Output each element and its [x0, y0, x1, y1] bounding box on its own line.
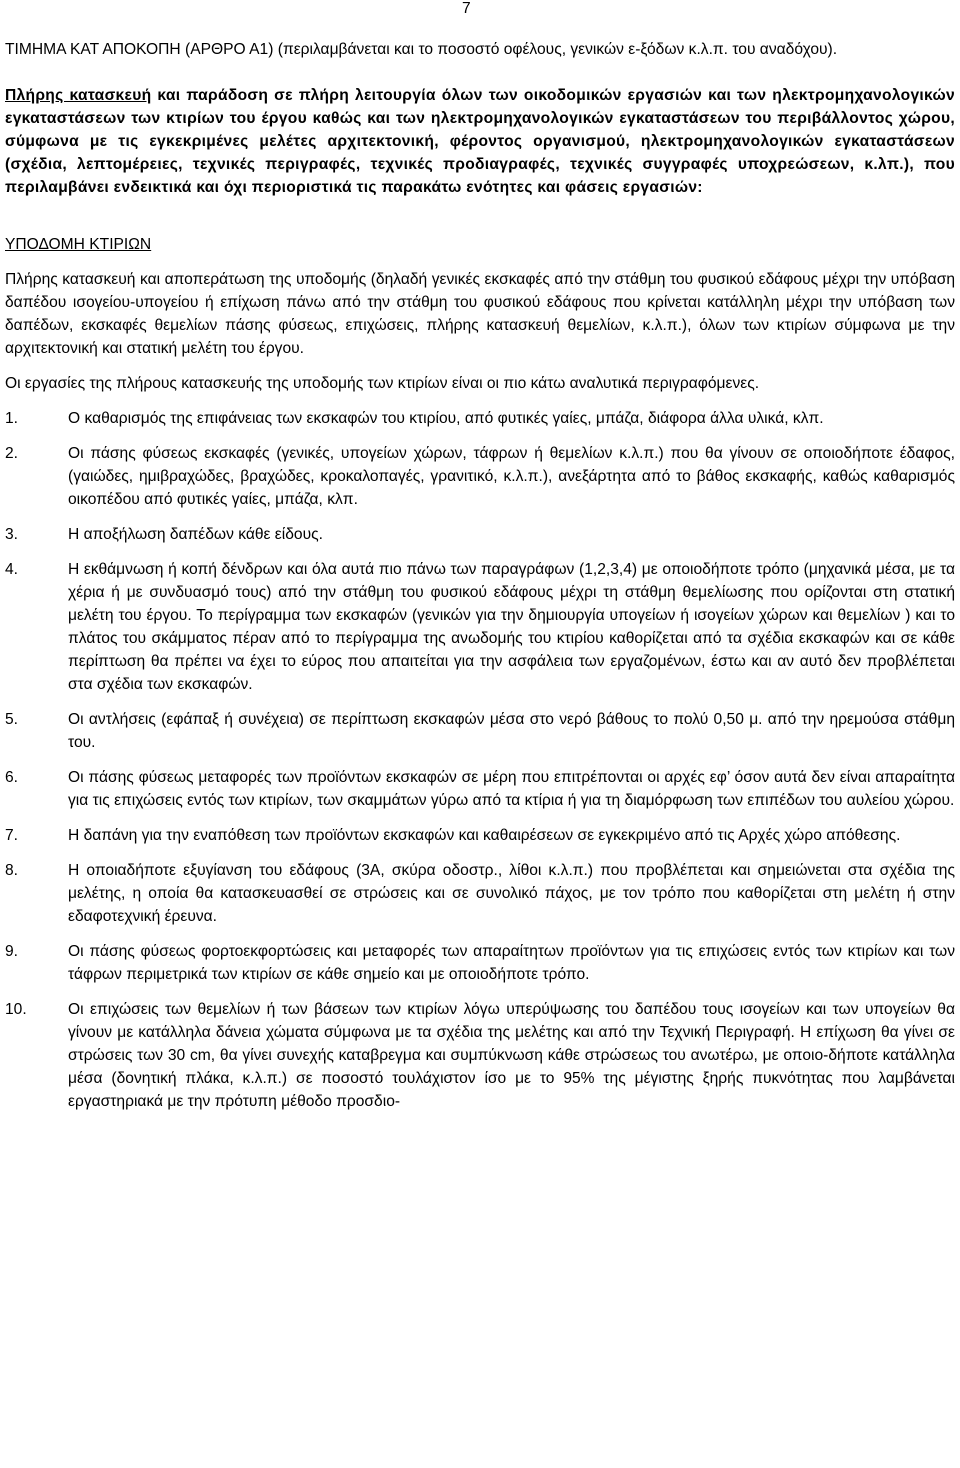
- list-item-number: 1.: [5, 410, 19, 427]
- list-item-number: 8.: [5, 862, 19, 879]
- list-item: [5, 558, 955, 696]
- list-item-number: 5.: [5, 711, 19, 728]
- list-item-number: 7.: [5, 827, 19, 844]
- list-item: [5, 523, 955, 546]
- list-item: [5, 824, 955, 847]
- page-number: 7: [462, 0, 471, 17]
- document-body: [5, 38, 955, 1125]
- body-paragraph: Οι εργασίες της πλήρους κατασκευής της υποδομής των κτιρίων είναι οι πιο κάτω αναλυτικά περιγραφόμενες.: [5, 375, 760, 392]
- list-item-number: 6.: [5, 769, 19, 786]
- list-item-number: 2.: [5, 445, 19, 462]
- list-item-text: Η δαπάνη για την εναπόθεση των προϊόντων εκσκαφών και καθαιρέσεων σε εγκεκριμένο από τις Αρχές χώρο απόθεσης.: [68, 827, 901, 844]
- list-item-number: 3.: [5, 526, 19, 543]
- list-item-number: 4.: [5, 561, 19, 578]
- body-paragraph: Πλήρης κατασκευή και αποπεράτωση της υποδομής (δηλαδή γενικές εκσκαφές από την στάθμη του φυσικού εδάφους μέχρι την υπόβαση δαπέδου ισογείου-υπογείου ή επίχωση πάνω από την στάθμη του φυσικού εδάφους που κρίνεται κατάλληλη μέχρι την υπόβαση των δαπέδων, εκσκαφές θεμελίων πάσης φύσεως, επιχώσεις, πλήρης κατασκευή θεμελίων, κ.λ.π.), όλων των κτιρίων σύμφωνα με την αρχιτεκτονική και στατική μελέτη του έργου.: [5, 271, 955, 357]
- list-item: [5, 859, 955, 928]
- list-item: [5, 998, 955, 1113]
- numbered-list: [5, 407, 955, 1113]
- list-item: [5, 407, 955, 430]
- list-item-text: Η εκθάμνωση ή κοπή δένδρων και όλα αυτά πιο πάνω των παραγράφων (1,2,3,4) με οποιοδήποτε τρόπο (μηχανικά μέσα, με τα χέρια ή με συνδυασμό τους) από την στάθμη του φυσικού εδάφους μέχρι τη στάθμη θεμελίωσης που ορίζονται στη στατική μελέτη του έργου. Το περίγραμμα των εκσκαφών (γενικών για την δημιουργία υπογείων ή ισογείων χώρων και θεμελίων ) και το πλάτος του σκάμματος πέραν από το περίγραμμα της ανωδομής του κτιρίου καθορίζεται από τα σχέδια εκσκαφών και σε κάθε περίπτωση θα πρέπει να έχει το εύρος που απαιτείται για την ασφάλεια των εργαζομένων, έστω και αν αυτό δεν προβλέπεται στα σχέδια των εκσκαφών.: [68, 561, 955, 693]
- list-item-text: Οι αντλήσεις (εφάπαξ ή συνέχεια) σε περίπτωση εκσκαφών μέσα στο νερό βάθους το πολύ 0,50 μ. από την ηρεμούσα στάθμη του.: [68, 711, 955, 751]
- list-item-text: Η οποιαδήποτε εξυγίανση του εδάφους (3Α, σκύρα οδοστρ., λίθοι κ.λ.π.) που προβλέπεται και σημειώνεται στα σχέδια της μελέτης, η οποία θα κατασκευασθεί σε στρώσεις και σε συνολικό πάχος, με τον τρόπο που καθορίζεται στη μελέτη ή στην εδαφοτεχνική έρευνα.: [68, 862, 955, 925]
- list-item-text: Οι πάσης φύσεως εκσκαφές (γενικές, υπογείων χώρων, τάφρων ή θεμελίων κ.λ.π.) που θα γίνουν σε οποιοδήποτε έδαφος, (γαιώδες, ημιβραχώδες, βραχώδες, κροκαλοπαγές, γρανιτικό, κ.λ.π.), ανεξάρτητα από το βάθος εκσκαφής, καθώς καθαρισμός οικοπέδου από φυτικές γαίες, μπάζα, κλπ.: [68, 445, 955, 508]
- list-item-text: Οι επιχώσεις των θεμελίων ή των βάσεων των κτιρίων λόγω υπερύψωσης του δαπέδου τους ισογείων και των υπογείων θα γίνουν με κατάλληλα δάνεια χώματα σύμφωνα με τα σχέδια της μελέτης και από την Τεχνική Περιγραφή. Η επίχωση θα γίνει σε στρώσεις των 30 cm, θα γίνει συνεχής καταβρεγμα και συμπύκνωση κάθε στρώσεως του ανωτέρω, με οποιο-δήποτε κατάλληλα μέσα (δονητική πλάκα, κ.λ.π.) σε ποσοστό τουλάχιστον ίσο με το 95% της μέγιστης ξηρής πυκνότητας που λαμβάνεται εργαστηριακά με την πρότυπη μέθοδο προσδιο-: [68, 1001, 955, 1110]
- section-heading: ΥΠΟΔΟΜΗ ΚΤΙΡΙΩΝ: [5, 236, 152, 253]
- list-item-text: Οι πάσης φύσεως μεταφορές των προϊόντων εκσκαφών σε μέρη που επιτρέπονται οι αρχές εφ’ όσον αυτά δεν είναι απαραίτητα για τις επιχώσεις εντός των κτιρίων, των σκαμμάτων γύρω από τα κτίρια ή για τη διαμόρφωση των επιπέδων του αυλείου χώρου.: [68, 769, 955, 809]
- intro-paragraph: [5, 84, 955, 199]
- list-item-text: Η αποξήλωση δαπέδων κάθε είδους.: [68, 526, 323, 543]
- intro-underlined-lead: Πλήρης κατασκευή: [5, 87, 152, 104]
- list-item: [5, 940, 955, 986]
- list-item: [5, 766, 955, 812]
- list-item: [5, 442, 955, 511]
- list-item-number: 9.: [5, 943, 19, 960]
- intro-text: και παράδοση σε πλήρη λειτουργία όλων των οικοδομικών εργασιών και των ηλεκτρομηχανολογικών εγκαταστάσεων των κτιρίων του έργου καθώς και των ηλεκτρομηχανολογικών εγκαταστάσεων του περιβάλλοντος χώρου, σύμφωνα με τις εγκεκριμένες μελέτες αρχιτεκτονική, φέροντος οργανισμού, ηλεκτρομηχανολογικών εγκαταστάσεων (σχέδια, λεπτομέρειες, τεχνικές περιγραφές, τεχνικές προδιαγραφές, τεχνικές συγγραφές υποχρεώσεων, κ.λπ.), που περιλαμβάνει ενδεικτικά και όχι περιοριστικά τις παρακάτω ενότητες και φάσεις εργασιών:: [5, 87, 955, 196]
- list-item-text: Οι πάσης φύσεως φορτοεκφορτώσεις και μεταφορές των απαραίτητων προϊόντων για τις επιχώσεις εντός των κτιρίων και των τάφρων περιμετρικά των κτιρίων σε κάθε σημείο και με οποιοδήποτε τρόπο.: [68, 943, 955, 983]
- list-item-number: 10.: [5, 1001, 27, 1018]
- section-title: ΤΙΜΗΜΑ ΚΑΤ ΑΠΟΚΟΠΗ (ΑΡΘΡΟ Α1) (περιλαμβάνεται και το ποσοστό οφέλους, γενικών ε-ξόδων κ.λ.π. του αναδόχου).: [5, 41, 838, 58]
- list-item-text: Ο καθαρισμός της επιφάνειας των εκσκαφών του κτιρίου, από φυτικές γαίες, μπάζα, διάφορα άλλα υλικά, κλπ.: [68, 410, 824, 427]
- list-item: [5, 708, 955, 754]
